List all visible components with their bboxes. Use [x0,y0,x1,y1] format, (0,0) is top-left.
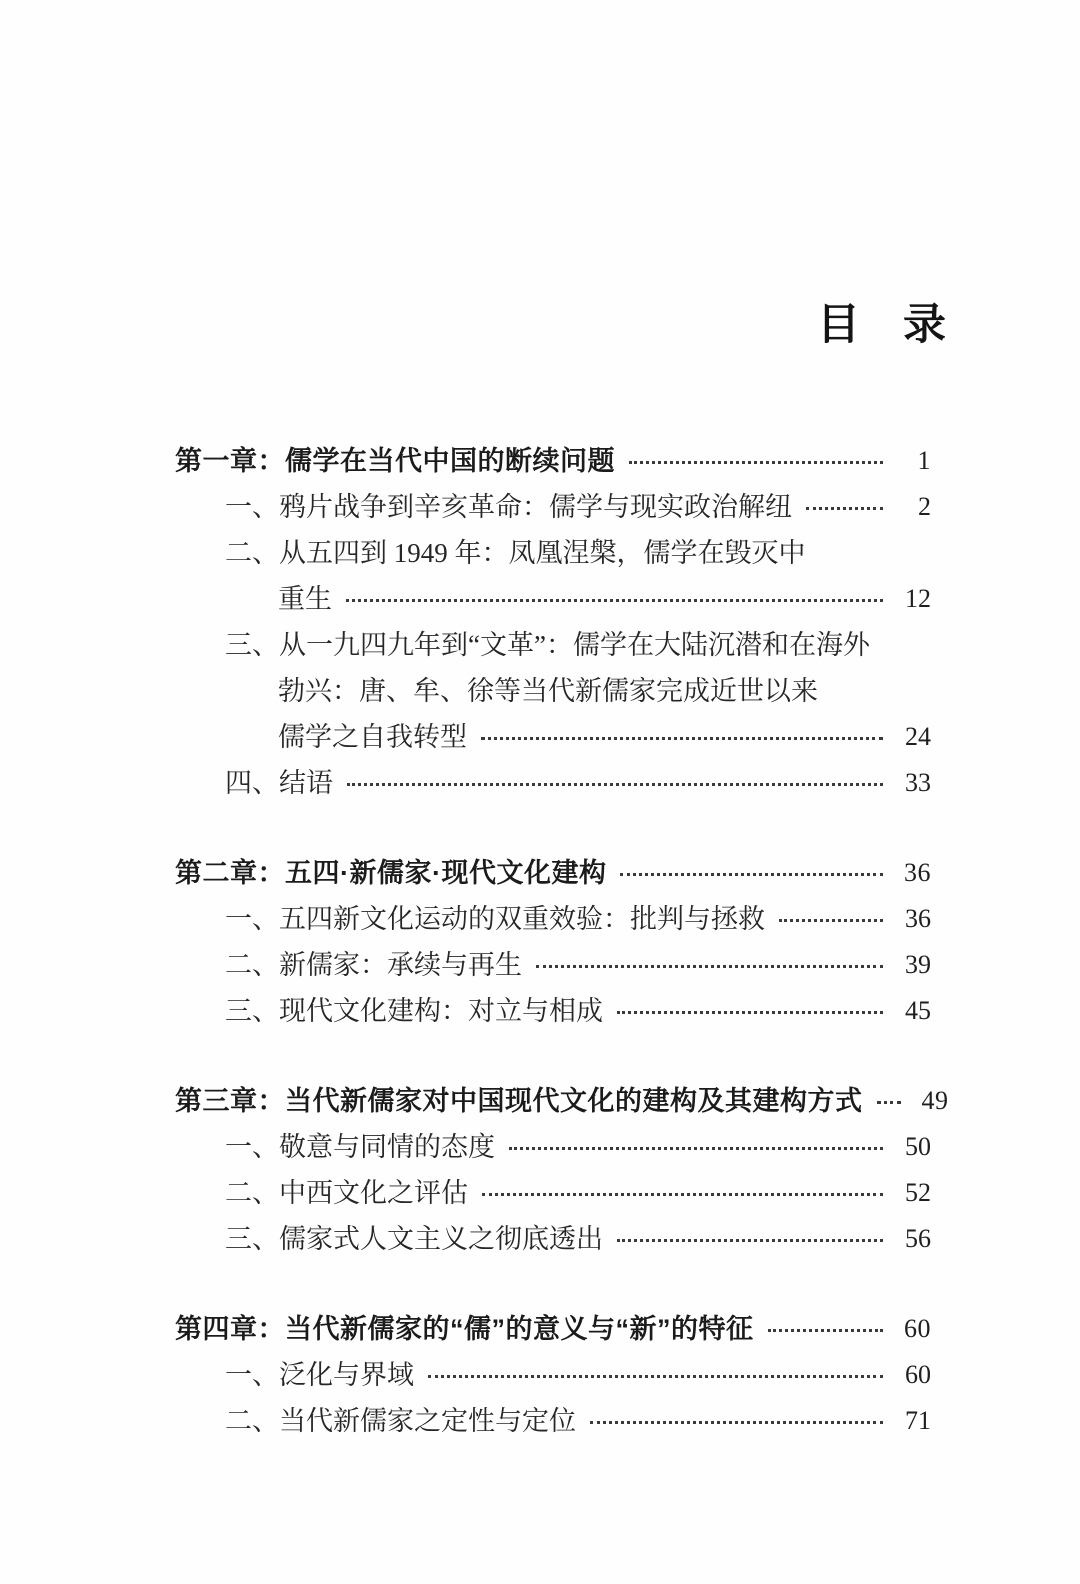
dot-leader [779,919,883,922]
toc-section-entry [175,530,931,576]
toc-entry-text: 勃兴：唐、牟、徐等当代新儒家完成近世以来 [278,676,818,706]
toc-entry-page: 2 [918,492,931,521]
dot-leader [428,1375,883,1378]
dot-leader [509,1147,883,1150]
toc-entry-text: 二、新儒家：承续与再生 [225,950,522,980]
page-title: 目 录 [817,302,946,349]
toc-entry-text: 一、鸦片战争到辛亥革命：儒学与现实政治解纽 [225,492,792,522]
toc-entry-page: 71 [905,1406,931,1435]
toc-chapter-entry [175,1306,931,1352]
toc-entry-text: 一、敬意与同情的态度 [225,1132,495,1162]
dot-leader [536,965,883,968]
toc-entry-page: 49 [921,1086,949,1115]
toc-section-entry [175,622,931,668]
toc-entry-page: 36 [904,858,931,887]
toc-entry-page: 56 [905,1224,931,1253]
toc-entry-text: 一、五四新文化运动的双重效验：批判与拯救 [225,904,765,934]
toc-entry-page: 50 [905,1132,931,1161]
toc-section-continuation [175,714,931,760]
dot-leader [806,507,883,510]
toc-entry-text: 第四章：当代新儒家的“儒”的意义与“新”的特征 [175,1314,754,1344]
toc-entry-text: 重生 [278,584,332,614]
toc-entry-page: 60 [905,1360,931,1389]
table-of-contents [175,438,949,1444]
toc-section-entry [175,988,931,1034]
toc-entry-text: 一、泛化与界域 [225,1360,414,1390]
toc-entry-page: 1 [917,446,931,475]
dot-leader [877,1101,901,1104]
dot-leader [768,1329,884,1332]
toc-section-continuation [175,576,931,622]
dot-leader [590,1421,883,1424]
toc-entry-text: 第一章：儒学在当代中国的断续问题 [175,446,615,476]
toc-entry-page: 45 [905,996,931,1025]
toc-section-entry [175,896,931,942]
toc-entry-text: 二、中西文化之评估 [225,1178,468,1208]
toc-entry-page: 60 [904,1314,931,1343]
toc-entry-page: 12 [905,584,931,613]
dot-leader [620,873,883,876]
dot-leader [481,737,883,740]
toc-entry-page: 36 [905,904,931,933]
toc-section-entry [175,1398,931,1444]
toc-section-entry [175,1124,931,1170]
toc-entry-text: 二、当代新儒家之定性与定位 [225,1406,576,1436]
dot-leader [482,1193,883,1196]
toc-chapter-entry [175,850,931,896]
toc-entry-text: 二、从五四到 1949 年：凤凰涅槃，儒学在毁灭中 [225,538,806,568]
toc-section-entry [175,760,931,806]
toc-entry-text: 儒学之自我转型 [278,722,467,752]
dot-leader [346,599,883,602]
toc-entry-page: 24 [905,722,931,751]
toc-chapter-entry [175,1078,949,1124]
toc-entry-text: 四、结语 [225,768,333,798]
toc-section-entry [175,1352,931,1398]
toc-section-continuation [175,668,931,714]
toc-section-entry [175,942,931,988]
toc-entry-page: 52 [905,1178,931,1207]
toc-entry-text: 第二章：五四·新儒家·现代文化建构 [175,858,607,888]
dot-leader [617,1239,883,1242]
toc-entry-page: 39 [905,950,931,979]
dot-leader [629,461,883,464]
toc-section-entry [175,484,931,530]
toc-section-entry [175,1216,931,1262]
toc-entry-text: 三、儒家式人文主义之彻底透出 [225,1224,603,1254]
toc-entry-text: 三、从一九四九年到“文革”：儒学在大陆沉潜和在海外 [225,630,870,660]
dot-leader [347,783,883,786]
toc-entry-text: 第三章：当代新儒家对中国现代文化的建构及其建构方式 [175,1086,863,1116]
toc-chapter-entry [175,438,931,484]
toc-section-entry [175,1170,931,1216]
toc-entry-page: 33 [905,768,931,797]
dot-leader [617,1011,883,1014]
toc-entry-text: 三、现代文化建构：对立与相成 [225,996,603,1026]
